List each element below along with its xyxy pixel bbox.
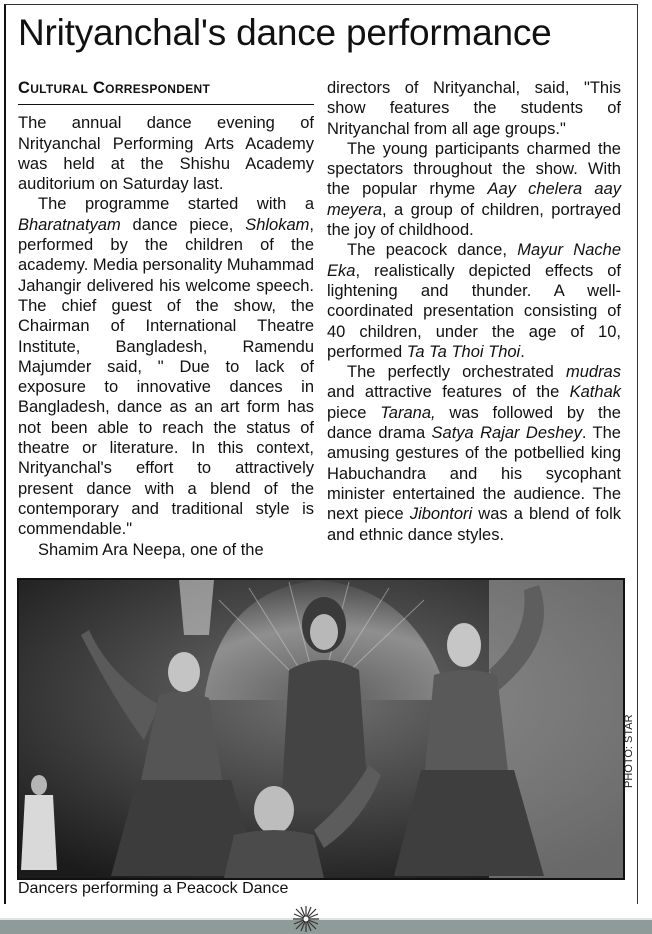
paragraph-neepa-end: directors of Nrityanchal, said, "This show features the students of Nrityanchal from all age groups." [327, 79, 621, 138]
column-2 [327, 78, 621, 545]
italic-term: Jibontori [409, 505, 473, 524]
italic-term: Tarana, [380, 403, 436, 422]
byline: Cultural Correspondent [18, 78, 314, 105]
italic-term: Bharatnatyam [18, 215, 121, 234]
italic-term: Shlokam [245, 215, 310, 234]
italic-term: Mayur Nache Eka [327, 241, 621, 280]
italic-term: Aay chelera aay meyera [327, 180, 621, 219]
photo-credit: PHOTO: STAR [623, 714, 635, 788]
dance-photo-illustration [19, 580, 623, 878]
photo-caption: Dancers performing a Peacock Dance [18, 880, 289, 897]
italic-term: Satya Rajar Deshey [431, 424, 582, 443]
paragraph-peacock: The peacock dance, Mayur Nache Eka, realistically depicted effects of lightening and thunder. A well-coordinated presentation consisting of 40 children, under the age of 10, performed Ta Ta Thoi Thoi. [327, 241, 621, 361]
italic-term: mudras [565, 363, 621, 382]
italic-term: Ta Ta Thoi Thoi [406, 342, 521, 361]
starburst-icon [292, 905, 320, 933]
paragraph-neepa-start: Shamim Ara Neepa, one of the [38, 540, 264, 559]
paragraph-intro: The annual dance evening of Nrityanchal Performing Arts Academy was held at the Shishu Academy auditorium on Saturday last. [18, 114, 314, 194]
italic-term: Kathak [569, 383, 621, 402]
footer-band [0, 920, 652, 934]
dance-photo [17, 578, 625, 880]
headline: Nrityanchal's dance performance [18, 12, 552, 53]
paragraph-programme: The programme started with a Bharatnatyam dance piece, Shlokam, performed by the children of the academy. Media personality Muhammad Jahangir delivered his welcome speech. The chief guest of the show, the Chairman of International Theatre Institute, Bangladesh, Ramendu Majumder said, " Due to lack of exposure to innovative dances in Bangladesh, dance as an art form has not been able to reach the status of theatre or literature. In this context, Nrityanchal's effort to attractively present dance with a blend of the contemporary and traditional style is commendable." [18, 195, 314, 539]
paragraph-participants: The young participants charmed the spectators throughout the show. With the popular rhyme Aay chelera aay meyera, a group of children, portrayed the joy of childhood. [327, 139, 621, 240]
column-1 [18, 78, 314, 560]
paragraph-kathak: The perfectly orchestrated mudras and attractive features of the Kathak piece Tarana, was followed by the dance drama Satya Rajar Deshey. The amusing gestures of the potbellied king Habuchandra and his sycophant minister entertained the audience. The next piece Jibontori was a blend of folk and ethnic dance styles. [327, 363, 621, 544]
